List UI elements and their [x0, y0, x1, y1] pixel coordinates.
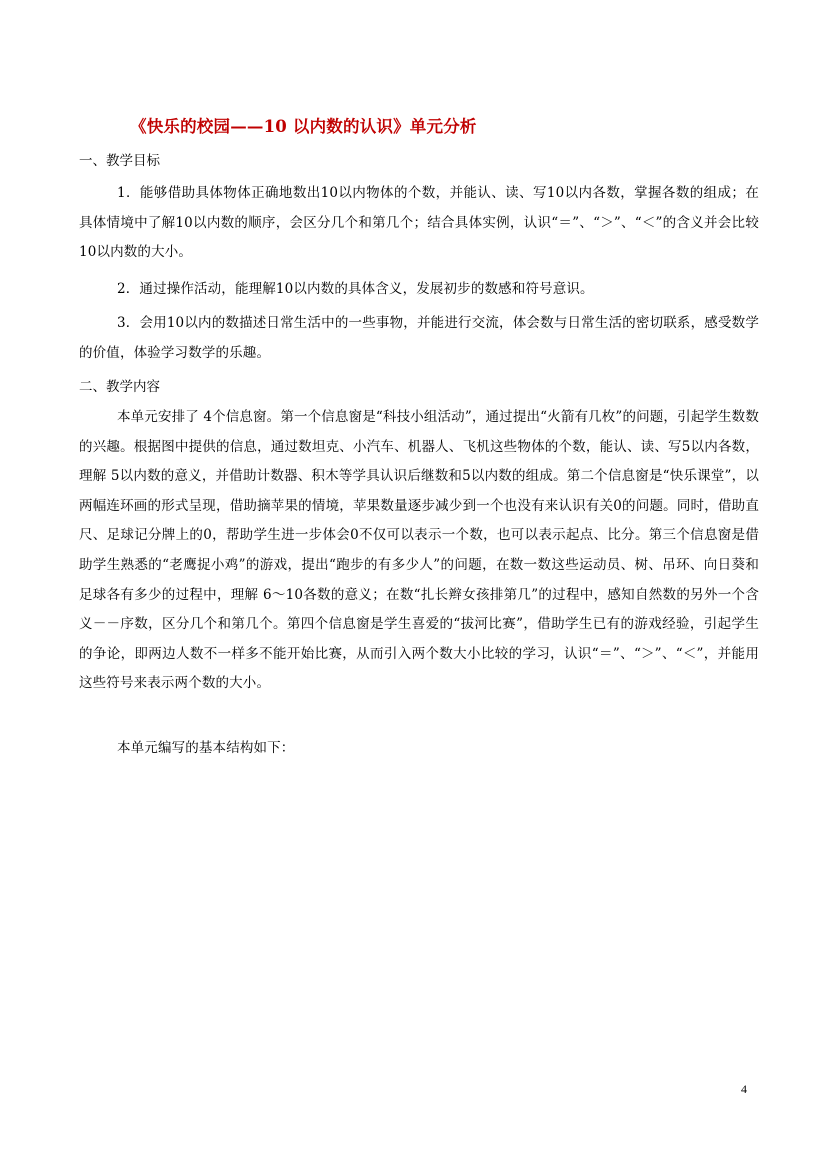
- page-number: 4: [741, 1082, 747, 1096]
- document-title: 《快乐的校园——10 以内数的认识》单元分析: [130, 117, 477, 136]
- section-heading-teaching-goals: 一、教学目标: [79, 153, 160, 169]
- goal-paragraph-2: 2．通过操作活动，能理解10以内数的具体含义，发展初步的数感和符号意识。: [117, 281, 594, 297]
- structure-intro: 本单元编写的基本结构如下：: [117, 740, 295, 756]
- content-paragraph: 本单元安排了 4个信息窗。第一个信息窗是“科技小组活动”，通过提出“火箭有几枚”的问题，引起学生数数的兴趣。根据图中提供的信息，通过数坦克、小汽车、机器人、飞机这些物体的个数，能认、读、写5以内各数，理解 5以内数的意义，并借助计数器、积木等学具认识后继数和5以内数的组成。第二个信息窗是“快乐课堂”，以两幅连环画的形式呈现，借助摘苹果的情境，苹果数量逐步减少到一个也没有来认识有关0的问题。同时，借助直尺、足球记分牌上的0，帮助学生进一步体会0不仅可以表示一个数，也可以表示起点、比分。第三个信息窗是借助学生熟悉的“老鹰捉小鸡”的游戏，提出“跑步的有多少人”的问题，在数一数这些运动员、树、吊环、向日葵和足球各有多少的过程中，理解 6～10各数的意义；在数“扎长辫女孩排第几”的过程中，感知自然数的另外一个含义－－序数，区分几个和第几个。第四个信息窗是学生喜爱的“拔河比赛”，借助学生已有的游戏经验，引起学生的争论，即两边人数不一样多不能开始比赛，从而引入两个数大小比较的学习，认识“＝”、“＞”、“＜”，并能用这些符号来表示两个数的大小。: [79, 409, 759, 692]
- section-heading-teaching-content: 二、教学内容: [79, 379, 160, 395]
- goal-paragraph-3: 3．会用10以内的数描述日常生活中的一些事物，并能进行交流，体会数与日常生活的密切联系，感受数学的价值，体验学习数学的乐趣。: [79, 315, 759, 361]
- goal-paragraph-1: 1．能够借助具体物体正确地数出10以内物体的个数，并能认、读、写10以内各数，掌握各数的组成；在具体情境中了解10以内数的顺序，会区分几个和第几个；结合具体实例，认识“＝”、“＞”、“＜”的含义并会比较10以内数的大小。: [79, 185, 759, 261]
